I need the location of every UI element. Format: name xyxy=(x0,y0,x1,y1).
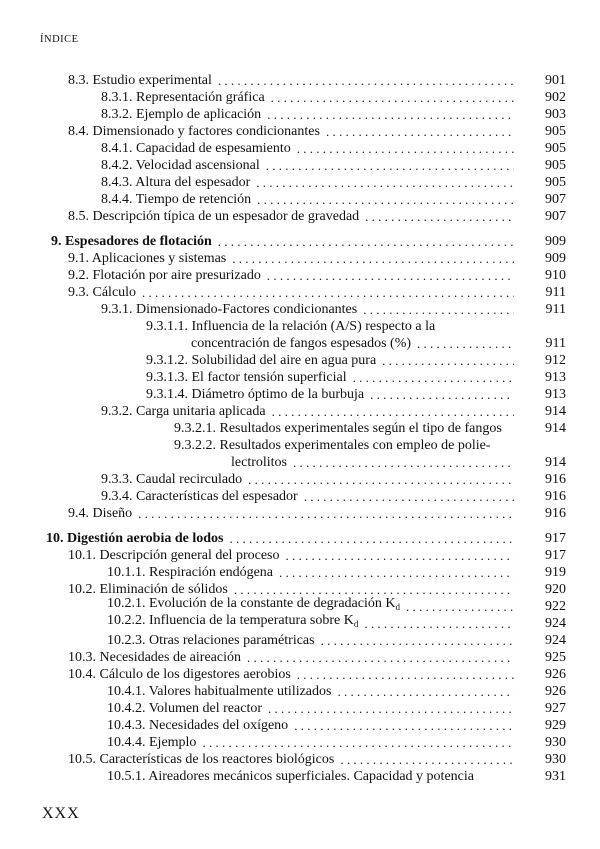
toc-entry xyxy=(0,90,600,106)
toc-entry-label: 10. Digestión aerobia de lodos xyxy=(46,531,224,546)
toc-entry-page: 916 xyxy=(545,506,566,521)
leader-dots xyxy=(257,192,514,208)
toc-entry-label: 8.4.1. Capacidad de espesamiento xyxy=(101,141,291,156)
toc-entry xyxy=(0,319,600,335)
leader-dots xyxy=(218,73,514,89)
toc-entry xyxy=(0,684,600,700)
toc-entry-label: 10.1. Descripción general del proceso xyxy=(68,548,280,563)
toc-entry-page: 901 xyxy=(545,73,566,88)
toc-entry xyxy=(0,613,600,632)
toc-entry-label: 10.2. Eliminación de sólidos xyxy=(68,582,228,597)
leader-dots xyxy=(138,506,514,522)
toc-entry xyxy=(0,438,600,454)
leader-dots xyxy=(363,302,514,318)
toc-entry-page: 905 xyxy=(545,158,566,173)
toc-entry-page: 905 xyxy=(545,175,566,190)
toc-entry-label: 9.1. Aplicaciones y sistemas xyxy=(68,251,227,266)
toc-entry-label: 10.2.3. Otras relaciones paramétricas xyxy=(107,633,315,648)
toc-entry-label: 10.2.1. Evolución de la constante de degradación $K_d$ xyxy=(107,596,400,612)
toc-entry xyxy=(0,234,600,250)
leader-dots xyxy=(337,684,514,700)
leader-dots xyxy=(340,752,514,768)
toc-entry-page: 920 xyxy=(545,582,566,597)
leader-dots xyxy=(382,353,514,369)
toc-entry xyxy=(0,633,600,649)
toc-entry-page: 903 xyxy=(545,107,566,122)
toc-entry xyxy=(0,175,600,191)
leader-dots xyxy=(267,107,514,123)
toc-entry-page: 913 xyxy=(545,387,566,402)
toc-entry-label-continued: lectrolitos xyxy=(231,455,287,470)
toc-entry-label: 10.4.4. Ejemplo xyxy=(107,735,197,750)
toc-entry-page: 914 xyxy=(545,404,566,419)
leader-dots xyxy=(248,472,514,488)
leader-dots xyxy=(293,455,514,471)
toc-entry-page: 929 xyxy=(545,718,566,733)
toc-entry-page: 922 xyxy=(545,599,566,614)
toc-entry-label: 10.4.3. Necesidades del oxígeno xyxy=(107,718,289,733)
leader-dots xyxy=(297,141,514,157)
toc-entry-label: 9.3.1.2. Solubilidad del aire en agua pura xyxy=(146,353,377,368)
toc-entry-page: 909 xyxy=(545,251,566,266)
toc-entry-label: 10.1.1. Respiración endógena xyxy=(107,565,274,580)
toc-entry-label: 10.4.2. Volumen del reactor xyxy=(107,701,263,716)
leader-dots xyxy=(326,124,514,140)
toc-entry-continuation xyxy=(0,455,600,471)
page-number-folio: XXX xyxy=(42,805,80,822)
leader-dots xyxy=(142,285,514,301)
toc-entry-page: 910 xyxy=(545,268,566,283)
toc-entry-page: 907 xyxy=(545,209,566,224)
toc-entry xyxy=(0,548,600,564)
leader-dots xyxy=(202,735,514,751)
leader-dots xyxy=(267,268,514,284)
toc-entry-page: 919 xyxy=(545,565,566,580)
toc-entry xyxy=(0,387,600,403)
toc-entry xyxy=(0,353,600,369)
toc-entry-page: 905 xyxy=(545,124,566,139)
toc-entry xyxy=(0,718,600,734)
leader-dots xyxy=(297,667,514,683)
toc-entry-page: 907 xyxy=(545,192,566,207)
leader-dots xyxy=(218,234,514,250)
toc-entry-page: 924 xyxy=(545,633,566,648)
toc-entry-label: 9.3.1.3. El factor tensión superficial xyxy=(146,370,347,385)
toc-entry xyxy=(0,489,600,505)
leader-dots xyxy=(417,336,514,352)
leader-dots xyxy=(353,370,514,386)
toc-entry-page: 931 xyxy=(545,769,566,784)
toc-entry-page: 916 xyxy=(545,489,566,504)
toc-entry-page: 926 xyxy=(545,667,566,682)
leader-dots xyxy=(271,90,514,106)
toc-entry-label: 9.3.2. Carga unitaria aplicada xyxy=(101,404,266,419)
toc-entry-page: 930 xyxy=(545,735,566,750)
toc-entry-label: 9.2. Flotación por aire presurizado xyxy=(68,268,261,283)
toc-entry xyxy=(0,124,600,140)
leader-dots xyxy=(304,489,514,505)
toc-entry-label: 8.3. Estudio experimental xyxy=(68,73,212,88)
leader-dots xyxy=(272,404,514,420)
toc-entry-page: 911 xyxy=(545,302,566,317)
toc-entry-label: 9. Espesadores de flotación xyxy=(51,234,212,249)
toc-entry xyxy=(0,667,600,683)
toc-entry-label-continued: concentración de fangos espesados (%) xyxy=(191,336,412,351)
leader-dots xyxy=(365,209,514,225)
toc-entry-label: 10.2.2. Influencia de la temperatura sobre $K_d$ xyxy=(107,613,359,629)
toc-entry-label: 10.4.1. Valores habitualmente utilizados xyxy=(107,684,332,699)
toc-entry-page: 927 xyxy=(545,701,566,716)
leader-dots xyxy=(364,616,514,632)
leader-dots xyxy=(229,531,514,547)
toc-entry-label: 8.4.3. Altura del espesador xyxy=(101,175,251,190)
toc-entry-label: 9.3.3. Caudal recirculado xyxy=(101,472,243,487)
toc-entry-label: 9.3.2.1. Resultados experimentales según el tipo de fangos xyxy=(174,421,502,436)
toc-entry xyxy=(0,506,600,522)
toc-entry xyxy=(0,769,600,785)
toc-entry-label: 9.4. Diseño xyxy=(68,506,133,521)
leader-dots xyxy=(321,633,514,649)
toc-entry-page: 914 xyxy=(545,421,566,436)
leader-dots xyxy=(232,251,514,267)
toc-entry-page: 911 xyxy=(545,336,566,351)
toc-entry xyxy=(0,404,600,420)
toc-entry-label: 9.3.1. Dimensionado-Factores condicionantes xyxy=(101,302,358,317)
toc-entry xyxy=(0,302,600,318)
toc-entry xyxy=(0,141,600,157)
toc-entry xyxy=(0,472,600,488)
toc-entry-page: 930 xyxy=(545,752,566,767)
toc-entry-page: 917 xyxy=(545,548,566,563)
toc-entry-continuation xyxy=(0,336,600,352)
toc-entry-label: 9.3.4. Características del espesador xyxy=(101,489,298,504)
toc-entry-page: 914 xyxy=(545,455,566,470)
toc-entry-page: 909 xyxy=(545,234,566,249)
toc-entry xyxy=(0,192,600,208)
running-head: ÍNDICE xyxy=(40,34,79,45)
leader-dots xyxy=(256,175,514,191)
toc-entry-label: 8.3.2. Ejemplo de aplicación xyxy=(101,107,262,122)
toc-entry-label: 8.4. Dimensionado y factores condicionantes xyxy=(68,124,320,139)
toc-entry xyxy=(0,107,600,123)
toc-entry-page: 924 xyxy=(545,616,566,631)
leader-dots xyxy=(294,718,514,734)
toc-entry xyxy=(0,251,600,267)
leader-dots xyxy=(279,565,514,581)
toc-entry-label: 8.5. Descripción típica de un espesador de gravedad xyxy=(68,209,360,224)
toc-entry xyxy=(0,650,600,666)
toc-entry-label: 10.5. Características de los reactores biológicos xyxy=(68,752,335,767)
toc-entry-page: 925 xyxy=(545,650,566,665)
toc-entry xyxy=(0,735,600,751)
toc-entry-label: 8.4.2. Velocidad ascensional xyxy=(101,158,260,173)
toc-entry-page: 913 xyxy=(545,370,566,385)
toc-entry-page: 902 xyxy=(545,90,566,105)
toc-entry-page: 916 xyxy=(545,472,566,487)
toc-entry xyxy=(0,370,600,386)
toc-entry-label: 8.4.4. Tiempo de retención xyxy=(101,192,252,207)
toc-entry-label: 10.4. Cálculo de los digestores aerobios xyxy=(68,667,291,682)
toc-entry-label: 9.3.2.2. Resultados experimentales con empleo de polie- xyxy=(174,438,491,453)
toc-entry-label: 9.3.1.4. Diámetro óptimo de la burbuja xyxy=(146,387,365,402)
toc-entry xyxy=(0,268,600,284)
toc-entry xyxy=(0,531,600,547)
leader-dots xyxy=(370,387,514,403)
leader-dots xyxy=(268,701,514,717)
toc-entry-label: 8.3.1. Representación gráfica xyxy=(101,90,265,105)
toc-entry xyxy=(0,158,600,174)
toc-entry-label: 10.3. Necesidades de aireación xyxy=(68,650,241,665)
toc-entry-label: 9.3. Cálculo xyxy=(68,285,137,300)
toc-entry-page: 926 xyxy=(545,684,566,699)
toc-entry-label: 10.5.1. Aireadores mecánicos superficiales. Capacidad y potencia xyxy=(107,769,474,784)
toc-entry xyxy=(0,285,600,301)
leader-dots xyxy=(247,650,514,666)
toc-entry-page: 911 xyxy=(545,285,566,300)
toc-entry xyxy=(0,421,600,437)
leader-dots xyxy=(266,158,514,174)
toc-entry xyxy=(0,73,600,89)
toc-entry xyxy=(0,209,600,225)
leader-dots xyxy=(285,548,514,564)
toc-entry xyxy=(0,565,600,581)
toc-entry xyxy=(0,752,600,768)
toc-entry-page: 905 xyxy=(545,141,566,156)
toc-entry-page: 917 xyxy=(545,531,566,546)
toc-entry xyxy=(0,701,600,717)
toc-entry-label: 9.3.1.1. Influencia de la relación (A/S) respecto a la xyxy=(146,319,436,334)
toc-entry-page: 912 xyxy=(545,353,566,368)
